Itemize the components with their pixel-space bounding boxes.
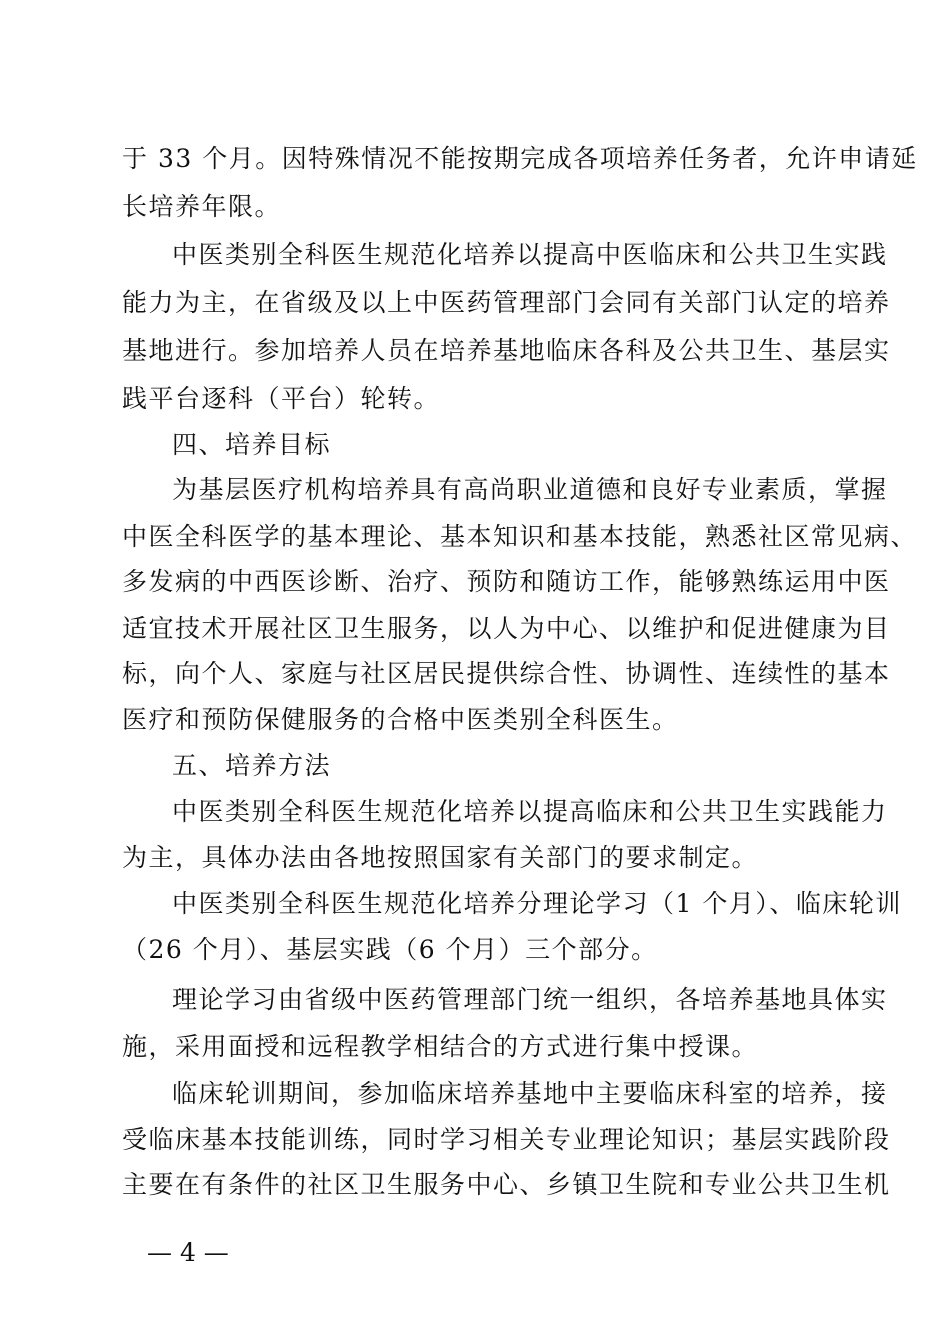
- text-line: 长培养年限。: [122, 192, 282, 221]
- text-line: 能力为主，在省级及以上中医药管理部门会同有关部门认定的培养: [122, 288, 891, 317]
- text-line: 主要在有条件的社区卫生服务中心、乡镇卫生院和专业公共卫生机: [122, 1170, 891, 1199]
- paragraph-first-line: 中医类别全科医生规范化培养分理论学习（1 个月）、临床轮训: [172, 889, 902, 918]
- section-heading: 四、培养目标: [172, 430, 332, 459]
- paragraph-first-line: 临床轮训期间，参加临床培养基地中主要临床科室的培养，接: [172, 1079, 888, 1108]
- text-line: 为主，具体办法由各地按照国家有关部门的要求制定。: [122, 843, 759, 872]
- text-line: 施，采用面授和远程教学相结合的方式进行集中授课。: [122, 1032, 759, 1061]
- paragraph-first-line: 中医类别全科医生规范化培养以提高临床和公共卫生实践能力: [172, 797, 888, 826]
- text-line: 多发病的中西医诊断、治疗、预防和随访工作，能够熟练运用中医: [122, 567, 891, 596]
- text-line: 于 33 个月。因特殊情况不能按期完成各项培养任务者，允许申请延: [122, 144, 918, 173]
- text-line: 践平台逐科（平台）轮转。: [122, 384, 441, 413]
- text-line: 中医全科医学的基本理论、基本知识和基本技能，熟悉社区常见病、: [122, 522, 918, 551]
- text-line: 受临床基本技能训练，同时学习相关专业理论知识；基层实践阶段: [122, 1125, 891, 1154]
- text-line: 基地进行。参加培养人员在培养基地临床各科及公共卫生、基层实: [122, 336, 891, 365]
- text-line: 医疗和预防保健服务的合格中医类别全科医生。: [122, 705, 679, 734]
- page-number: — 4 —: [147, 1238, 229, 1267]
- paragraph-first-line: 为基层医疗机构培养具有高尚职业道德和良好专业素质，掌握: [172, 475, 888, 504]
- paragraph-first-line: 中医类别全科医生规范化培养以提高中医临床和公共卫生实践: [172, 240, 888, 269]
- text-line: 适宜技术开展社区卫生服务，以人为中心、以维护和促进健康为目: [122, 614, 891, 643]
- text-line: 标，向个人、家庭与社区居民提供综合性、协调性、连续性的基本: [122, 659, 891, 688]
- paragraph-first-line: 理论学习由省级中医药管理部门统一组织，各培养基地具体实: [172, 985, 888, 1014]
- section-heading: 五、培养方法: [172, 751, 332, 780]
- text-line: （26 个月）、基层实践（6 个月）三个部分。: [122, 935, 658, 964]
